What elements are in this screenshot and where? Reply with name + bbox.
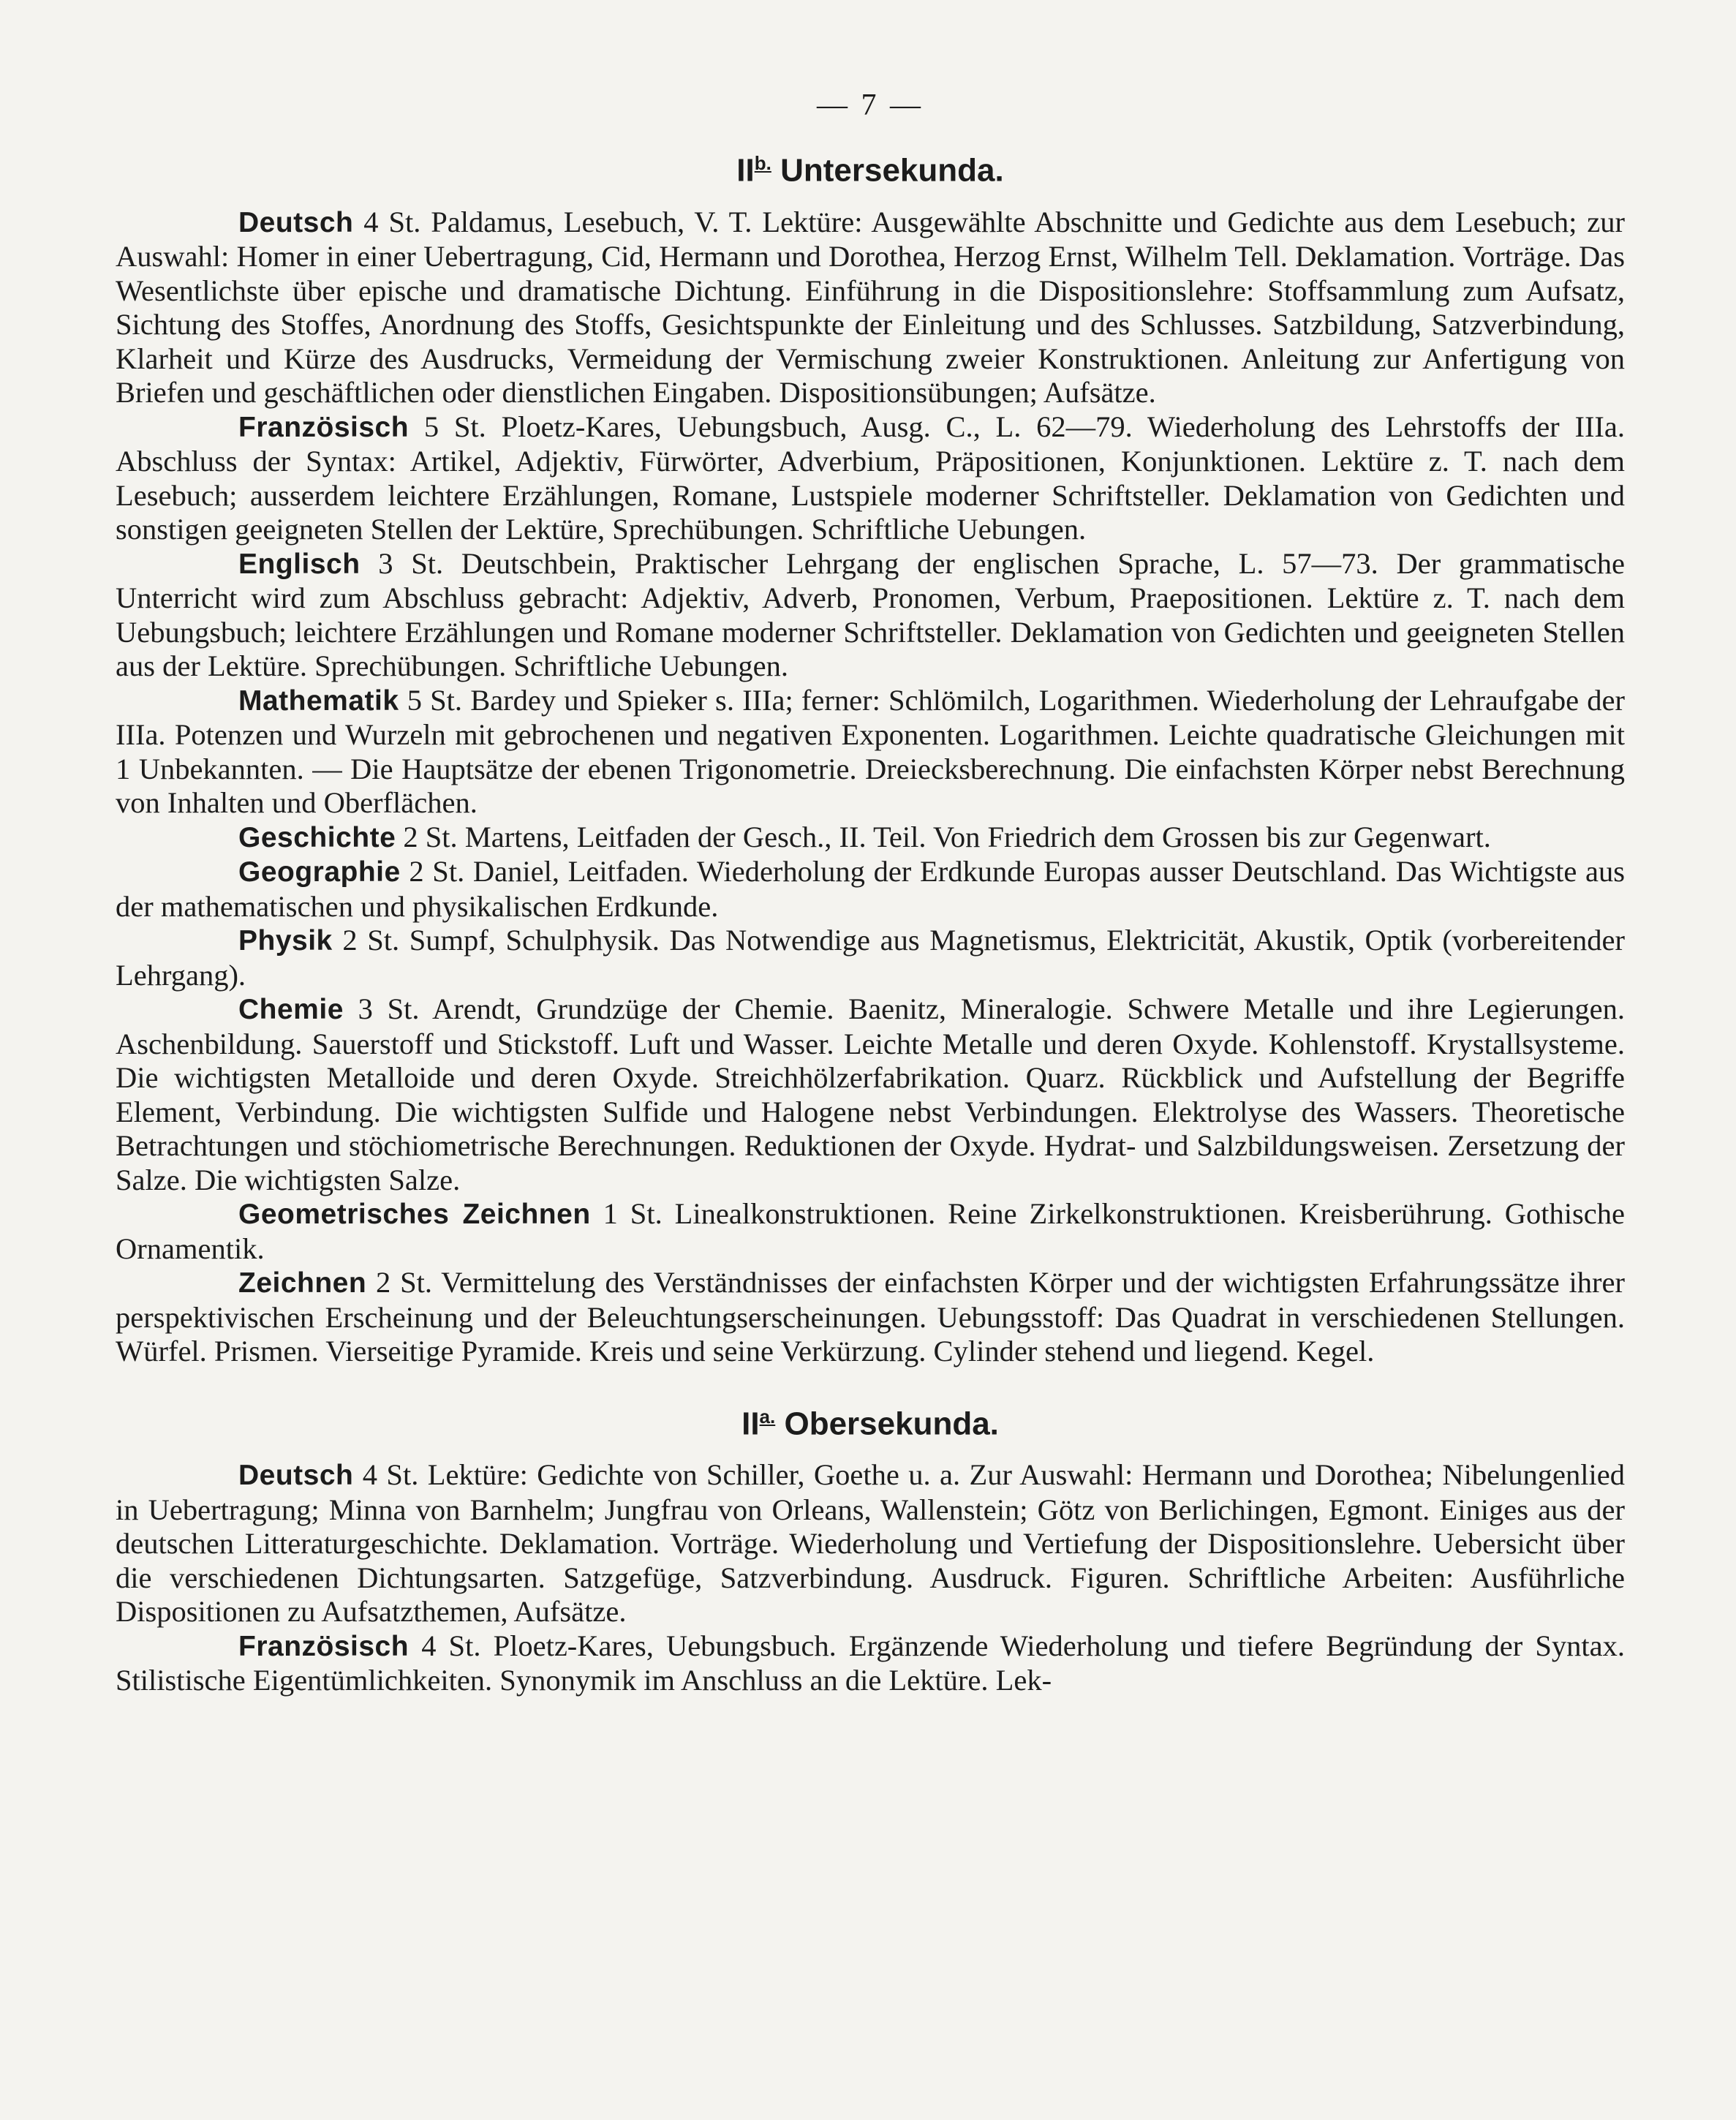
subject-name: Zeichnen <box>238 1267 367 1299</box>
subject-hours: 3 St. <box>358 992 420 1026</box>
class-sup: b. <box>754 152 771 174</box>
class-sup: a. <box>759 1405 776 1427</box>
subject-text: Paldamus, Lesebuch, V. T. Lektüre: Ausgewählte Abschnitte und Gedichte aus dem Lesebuch; zur Auswahl: Homer in einer Uebertragung, Cid, Hermann und Dorothea, Herzog Ernst, Wilhelm Tell. Deklamation. Vorträge. Das Wesentlichste über epische und dramatische Dichtung. Einführung in die Dispositionslehre: Stoffsammlung zum Aufsatz, Sichtung des Stoffes, Anordnung des Stoffs, Gesichtspunkte der Einleitung und des Schlusses. Satzbildung, Satzverbindung, Klarheit und Kürze des Ausdrucks, Vermeidung der Vermischung zweier Konstruktionen. Anleitung zur Anfertigung von Briefen und geschäftlichen oder dienstlichen Eingaben. Dispositionsübungen; Aufsätze. <box>116 205 1625 410</box>
subject-text: Bardey und Spieker s. IIIa; ferner: Schlömilch, Logarithmen. Wiederholung der Lehraufgabe der IIIa. Potenzen und Wurzeln mit gebrochenen und negativen Exponenten. Logarithmen. Leichte quadratische Gleichungen mit 1 Unbekannten. — Die Hauptsätze der ebenen Trigonometrie. Dreiecksberechnung. Die einfachsten Körper nebst Berechnung von Inhalten und Oberflächen. <box>116 683 1626 820</box>
subject-text: Vermittelung des Verständnisses der einfachsten Körper und der wichtigsten Erfahrungssätze ihrer perspektivischen Erscheinung und der Beleuchtungserscheinungen. Uebungsstoff: Das Quadrat in verschiedenen Stellungen. Würfel. Prismen. Vierseitige Pyramide. Kreis und seine Verkürzung. Cylinder stehend und liegend. Kegel. <box>116 1266 1626 1368</box>
subject-text: Ploetz-Kares, Uebungsbuch. Ergänzende Wiederholung und tiefere Begründung der Syntax. Stilistische Eigentümlichkeiten. Synonymik im Anschluss an die Lektüre. Lek- <box>116 1629 1625 1697</box>
subject-hours: 4 St. <box>421 1629 481 1662</box>
subject-name: Geometrisches Zeichnen <box>238 1199 591 1231</box>
page-number: — 7 — <box>817 88 924 122</box>
entry-geometrisches-zeichnen <box>116 1197 1625 1266</box>
entry-franzoesisch <box>116 1629 1625 1698</box>
subject-name: Physik <box>238 925 333 957</box>
entry-deutsch <box>116 205 1625 410</box>
subject-text: Ploetz-Kares, Uebungsbuch, Ausg. C., L. 62—79. Wiederholung des Lehrstoffs der IIIa. Abschluss der Syntax: Artikel, Adjektiv, Fürwörter, Adverbium, Präpositionen, Konjunktionen. Lektüre z. T. nach dem Lesebuch; ausserdem leichtere Erzählungen, Romane, Lustspiele moderner Schriftsteller. Deklamation von Gedichten und sonstigen geeigneten Stellen der Lektüre, Sprechübungen. Schriftliche Uebungen. <box>116 410 1626 546</box>
class-label: II <box>736 152 755 189</box>
subject-text: Arendt, Grundzüge der Chemie. Baenitz, Mineralogie. Schwere Metalle und ihre Legierungen. Aschenbildung. Sauerstoff und Stickstoff. Luft und Wasser. Leichte Metalle und deren Oxyde. Kohlenstoff. Krystallsysteme. Die wichtigsten Metalloide und deren Oxyde. Streichhölzerfabrikation. Quarz. Rückblick und Aufstellung der Begriffe Element, Verbindung. Die wichtigsten Sulfide und Halogene nebst Verbindungen. Elektrolyse des Wassers. Theoretische Betrachtungen und stöchiometrische Berechnungen. Reduktionen der Oxyde. Hydrat- und Salzbildungsweisen. Zersetzung der Salze. Die wichtigsten Salze. <box>116 992 1625 1196</box>
class-name: Obersekunda. <box>784 1406 999 1442</box>
subject-name: Deutsch <box>238 206 354 238</box>
subject-name: Mathematik <box>238 684 399 717</box>
subject-text: Daniel, Leitfaden. Wiederholung der Erdkunde Europas ausser Deutschland. Das Wichtigste aus der mathematischen und physikalischen Erdkunde. <box>116 855 1625 923</box>
entry-geographie <box>116 855 1625 924</box>
entry-deutsch <box>116 1458 1625 1629</box>
section-heading-obersekunda <box>116 1406 1625 1443</box>
subject-name: Deutsch <box>238 1460 354 1492</box>
subject-text: Martens, Leitfaden der Gesch., II. Teil. Von Friedrich dem Grossen bis zur Gegenwart. <box>464 820 1491 853</box>
subject-name: Französisch <box>238 1630 410 1662</box>
subject-text: Deutschbein, Praktischer Lehrgang der englischen Sprache, L. 57—73. Der grammatische Unterricht wird zum Abschluss gebracht: Adjektiv, Adverb, Pronomen, Verbum, Praepositionen. Lektüre z. T. nach dem Uebungsbuch; leichtere Erzählungen und Romane moderner Schriftsteller. Deklamation von Gedichten und geeigneten Stellen aus der Lektüre. Sprechübungen. Schriftliche Uebungen. <box>116 546 1626 683</box>
subject-name: Englisch <box>238 548 361 580</box>
subject-text: Lektüre: Gedichte von Schiller, Goethe u. a. Zur Auswahl: Hermann und Dorothea; Nibelungenlied in Uebertragung; Minna von Barnhelm; Jungfrau von Orleans, Wallenstein; Götz von Berlichingen, Egmont. Einiges aus der deutschen Litteraturgeschichte. Deklamation. Vorträge. Wiederholung und Vertiefung der Dispositionslehre. Uebersicht über die verschiedenen Dichtungsarten. Satzgefüge, Satzverbindung. Ausdruck. Figuren. Schriftliche Arbeiten: Ausführliche Dispositionen zu Aufsatzthemen, Aufsätze. <box>116 1458 1626 1629</box>
subject-hours: 5 St. <box>407 683 463 717</box>
entry-englisch <box>116 547 1625 684</box>
entry-chemie <box>116 992 1625 1197</box>
subject-hours: 1 St. <box>603 1197 663 1231</box>
subject-hours: 5 St. <box>423 410 486 443</box>
class-name: Untersekunda. <box>780 152 1004 189</box>
subject-text: Linealkonstruktionen. Reine Zirkelkonstruktionen. Kreisberührung. Gothische Ornamentik. <box>116 1197 1626 1265</box>
subject-hours: 2 St. <box>409 855 465 889</box>
subject-name: Chemie <box>238 994 344 1026</box>
subject-name: Geschichte <box>238 821 396 853</box>
subject-text: Sumpf, Schulphysik. Das Notwendige aus Magnetismus, Elektricität, Akustik, Optik (vorbereitender Lehrgang). <box>116 924 1626 992</box>
subject-hours: 2 St. <box>403 820 458 853</box>
section-heading-untersekunda <box>116 152 1625 189</box>
entry-physik <box>116 924 1625 992</box>
class-label: II <box>741 1406 760 1442</box>
subject-hours: 4 St. <box>362 1458 419 1492</box>
entry-mathematik <box>116 684 1625 821</box>
subject-hours: 4 St. <box>363 205 421 238</box>
entry-geschichte <box>116 821 1625 856</box>
subject-name: Französisch <box>238 411 410 443</box>
subject-hours: 3 St. <box>378 546 444 580</box>
entry-zeichnen <box>116 1266 1625 1369</box>
subject-hours: 2 St. <box>376 1266 433 1299</box>
subject-name: Geographie <box>238 856 401 889</box>
subject-hours: 2 St. <box>342 924 400 957</box>
entry-franzoesisch <box>116 410 1625 547</box>
